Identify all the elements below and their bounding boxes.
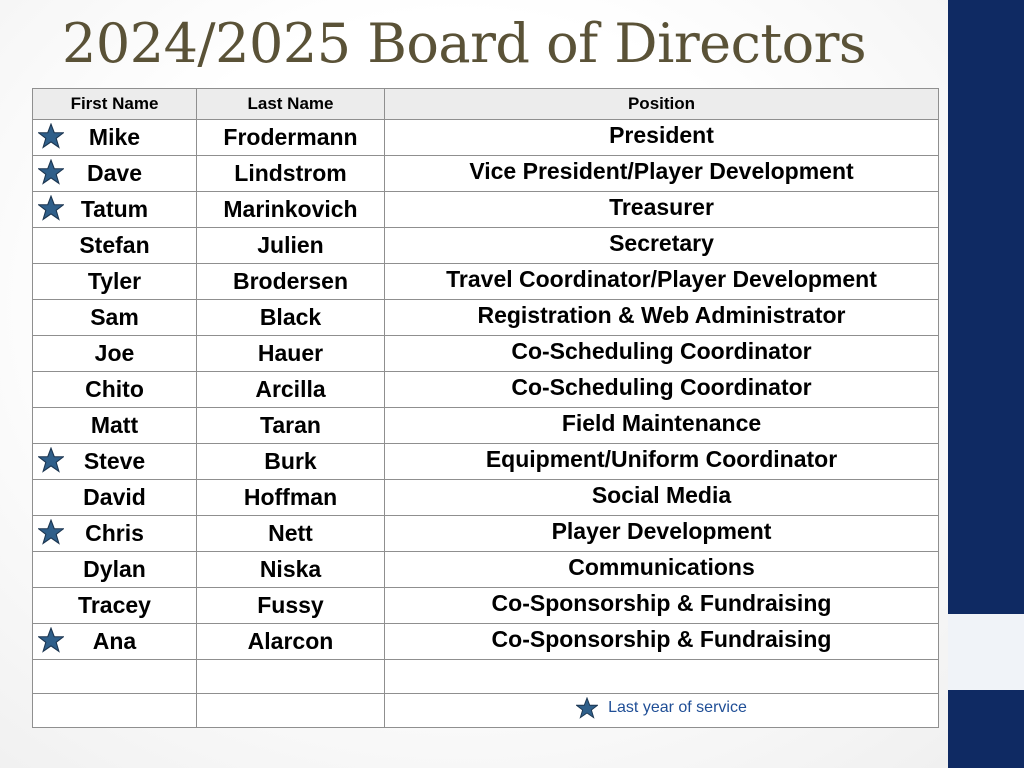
first-name: Matt: [90, 412, 139, 438]
header-first-name: First Name: [33, 89, 197, 120]
first-name: Steve: [83, 448, 146, 474]
first-name: Dave: [87, 160, 142, 186]
first-name-cell: [33, 408, 197, 444]
first-name-cell: [33, 372, 197, 408]
last-name-cell: [197, 336, 385, 372]
last-name: Niska: [259, 556, 322, 582]
position-cell: [385, 516, 939, 552]
table-row: [33, 300, 939, 336]
first-name-cell: [33, 516, 197, 552]
empty-cell: [33, 694, 197, 728]
position: Co-Sponsorship & Fundraising: [491, 626, 832, 652]
position-cell: [385, 372, 939, 408]
table-row: [33, 372, 939, 408]
first-name-cell: [33, 552, 197, 588]
first-name: Ana: [92, 628, 137, 654]
last-name-cell: [197, 480, 385, 516]
table-row: [33, 480, 939, 516]
first-name-cell: [33, 264, 197, 300]
table-body: [33, 120, 939, 728]
position: Player Development: [551, 518, 772, 544]
last-name-cell: [197, 372, 385, 408]
first-name: Chris: [85, 520, 144, 546]
star-icon: [576, 697, 598, 719]
last-name: Julien: [257, 232, 324, 258]
position-cell: [385, 264, 939, 300]
first-name: Tracey: [78, 592, 151, 618]
first-name-cell: [33, 300, 197, 336]
legend-row: [33, 694, 939, 728]
last-name: Fussy: [257, 592, 324, 618]
slide-title: 2024/2025 Board of Directors: [62, 12, 867, 75]
table-row: [33, 408, 939, 444]
star-icon: [38, 627, 64, 653]
first-name: Sam: [90, 304, 139, 330]
empty-cell: [197, 694, 385, 728]
last-name-cell: [197, 444, 385, 480]
star-icon: [38, 519, 64, 545]
last-name-cell: [197, 588, 385, 624]
table-row: [33, 336, 939, 372]
empty-row: [33, 660, 939, 694]
last-name: Arcilla: [255, 376, 326, 402]
first-name-cell: [33, 228, 197, 264]
empty-cell: [385, 660, 939, 694]
last-name-cell: [197, 228, 385, 264]
position: Registration & Web Administrator: [477, 302, 846, 328]
position: Social Media: [591, 482, 732, 508]
position: Secretary: [609, 230, 714, 256]
first-name-cell: [33, 480, 197, 516]
legend-label: Last year of service: [608, 699, 747, 716]
last-name-cell: [197, 516, 385, 552]
position: President: [609, 122, 714, 148]
position-cell: [385, 588, 939, 624]
first-name: Tatum: [80, 196, 149, 222]
last-name: Black: [259, 304, 322, 330]
first-name-cell: [33, 588, 197, 624]
table-row: [33, 264, 939, 300]
first-name-cell: [33, 336, 197, 372]
table-row: [33, 552, 939, 588]
first-name-cell: [33, 192, 197, 228]
table-row: [33, 156, 939, 192]
last-name-cell: [197, 624, 385, 660]
position: Communications: [568, 554, 755, 580]
star-icon: [38, 447, 64, 473]
position-cell: [385, 336, 939, 372]
first-name-cell: [33, 156, 197, 192]
board-table: [32, 88, 939, 728]
table-header-row: [33, 89, 939, 120]
header-last-name: Last Name: [197, 89, 385, 120]
first-name: Mike: [88, 124, 141, 150]
last-name: Alarcon: [247, 628, 334, 654]
star-icon: [38, 159, 64, 185]
last-name: Taran: [260, 412, 321, 438]
table-row: [33, 516, 939, 552]
first-name-cell: [33, 444, 197, 480]
last-name-cell: [197, 264, 385, 300]
position-cell: [385, 444, 939, 480]
position-cell: [385, 624, 939, 660]
star-icon: [38, 123, 64, 149]
position: Treasurer: [609, 194, 714, 220]
first-name-cell: [33, 120, 197, 156]
position-cell: [385, 300, 939, 336]
last-name-cell: [197, 192, 385, 228]
first-name: Chito: [85, 376, 144, 402]
last-name: Marinkovich: [223, 196, 358, 222]
position-cell: [385, 192, 939, 228]
last-name: Lindstrom: [234, 160, 347, 186]
last-name: Hauer: [257, 340, 324, 366]
position: Equipment/Uniform Coordinator: [485, 446, 838, 472]
empty-cell: [197, 660, 385, 694]
position-cell: [385, 120, 939, 156]
last-name-cell: [197, 300, 385, 336]
last-name: Hoffman: [243, 484, 338, 510]
position-cell: [385, 228, 939, 264]
side-accent-block: [948, 614, 1024, 690]
legend-cell: [385, 694, 939, 728]
empty-cell: [33, 660, 197, 694]
table-row: [33, 624, 939, 660]
last-name-cell: [197, 120, 385, 156]
position: Vice President/Player Development: [469, 158, 854, 184]
header-position: Position: [385, 89, 939, 120]
table-row: [33, 228, 939, 264]
last-name-cell: [197, 156, 385, 192]
position: Co-Scheduling Coordinator: [511, 374, 812, 400]
first-name-cell: [33, 624, 197, 660]
last-name-cell: [197, 552, 385, 588]
last-name-cell: [197, 408, 385, 444]
position-cell: [385, 552, 939, 588]
star-icon: [38, 195, 64, 221]
first-name: Stefan: [79, 232, 150, 258]
position: Field Maintenance: [561, 410, 762, 436]
table-row: [33, 120, 939, 156]
position-cell: [385, 156, 939, 192]
position: Travel Coordinator/Player Development: [446, 266, 877, 292]
table-row: [33, 444, 939, 480]
last-name: Brodersen: [232, 268, 349, 294]
first-name: David: [83, 484, 146, 510]
legend: [576, 697, 747, 719]
last-name: Burk: [264, 448, 317, 474]
last-name: Frodermann: [223, 124, 358, 150]
first-name: Dylan: [83, 556, 146, 582]
last-name: Nett: [268, 520, 313, 546]
first-name: Joe: [94, 340, 135, 366]
table-row: [33, 588, 939, 624]
position: Co-Sponsorship & Fundraising: [491, 590, 832, 616]
position-cell: [385, 480, 939, 516]
position-cell: [385, 408, 939, 444]
first-name: Tyler: [87, 268, 142, 294]
table-row: [33, 192, 939, 228]
position: Co-Scheduling Coordinator: [511, 338, 812, 364]
